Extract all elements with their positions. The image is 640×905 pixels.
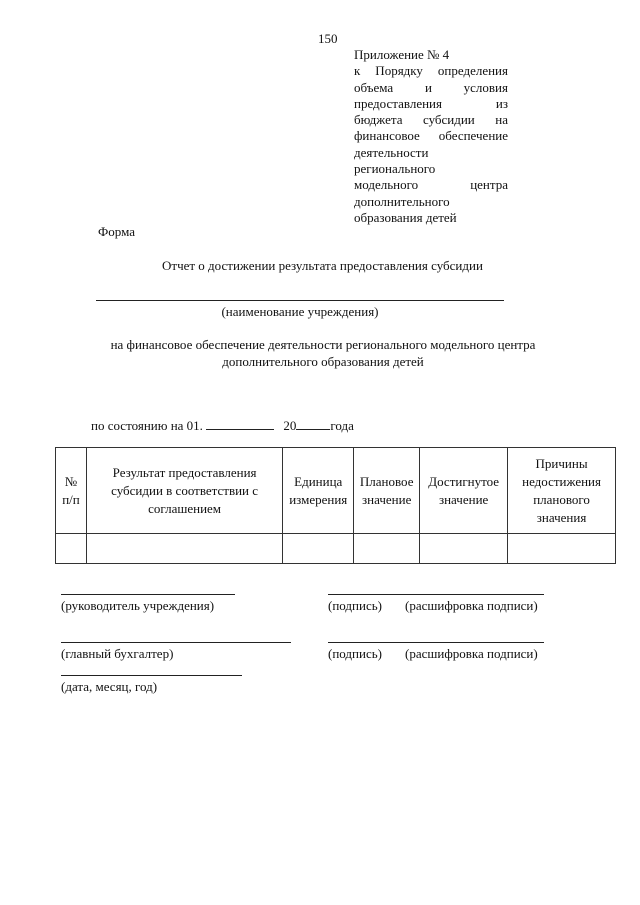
appendix-line: модельного центра	[354, 177, 508, 193]
appendix-line: предоставления из	[354, 95, 508, 111]
head-caption: (руководитель учреждения)	[61, 598, 215, 613]
appendix-line: объема и условия	[354, 79, 508, 95]
head-sign-caption: (подпись)	[328, 598, 382, 613]
appendix-line: регионального	[354, 161, 436, 177]
appendix-line: Приложение № 4	[354, 47, 450, 62]
head-decode-caption: (расшифровка подписи)	[405, 598, 538, 613]
table-cell[interactable]	[420, 534, 508, 564]
purpose-line: дополнительного образования детей	[222, 354, 424, 369]
as-of-prefix: по состоянию на 01.	[91, 418, 203, 433]
header-result: Результат предоставления субсидии в соответствии с соглашением	[86, 448, 282, 534]
as-of-suffix: года	[330, 418, 354, 433]
table-cell[interactable]	[508, 534, 616, 564]
date-caption: (дата, месяц, год)	[61, 679, 158, 694]
appendix-line: дополнительного	[354, 193, 450, 209]
institution-name-field[interactable]	[96, 300, 504, 301]
header-number: № п/п	[56, 448, 87, 534]
appendix-line: финансовое обеспечение	[354, 128, 508, 144]
appendix-line: к Порядку определения	[354, 63, 508, 79]
accountant-caption: (главный бухгалтер)	[61, 646, 174, 661]
head-signature-line[interactable]	[328, 594, 544, 595]
date-field[interactable]	[206, 417, 274, 430]
appendix-line: бюджета субсидии на	[354, 112, 508, 128]
accountant-sign-caption: (подпись)	[328, 646, 382, 661]
table-cell[interactable]	[86, 534, 282, 564]
date-line[interactable]	[61, 675, 242, 676]
header-achieved: Достигнутое значение	[420, 448, 508, 534]
table-cell[interactable]	[283, 534, 354, 564]
appendix-block	[354, 47, 508, 226]
appendix-line: деятельности	[354, 144, 429, 160]
table-cell[interactable]	[56, 534, 87, 564]
head-name-line[interactable]	[61, 594, 235, 595]
header-reasons: Причины недостижения планового значения	[508, 448, 616, 534]
institution-caption: (наименование учреждения)	[221, 304, 379, 319]
page-number: 150	[318, 31, 338, 46]
appendix-line: образования детей	[354, 209, 457, 225]
accountant-name-line[interactable]	[61, 642, 291, 643]
year-field[interactable]	[296, 417, 330, 430]
form-label: Форма	[98, 224, 135, 239]
purpose-text	[90, 336, 556, 370]
header-planned: Плановое значение	[354, 448, 420, 534]
report-title: Отчет о достижении результата предоставления субсидии	[162, 258, 483, 273]
table-row	[56, 534, 616, 564]
as-of-date	[91, 417, 354, 434]
table-cell[interactable]	[354, 534, 420, 564]
accountant-signature-line[interactable]	[328, 642, 544, 643]
header-unit: Единица измерения	[283, 448, 354, 534]
year-prefix: 20	[283, 418, 297, 433]
purpose-line: на финансовое обеспечение деятельности регионального модельного центра	[110, 337, 536, 352]
report-table	[55, 447, 616, 564]
table-header-row	[56, 448, 616, 534]
accountant-decode-caption: (расшифровка подписи)	[405, 646, 538, 661]
